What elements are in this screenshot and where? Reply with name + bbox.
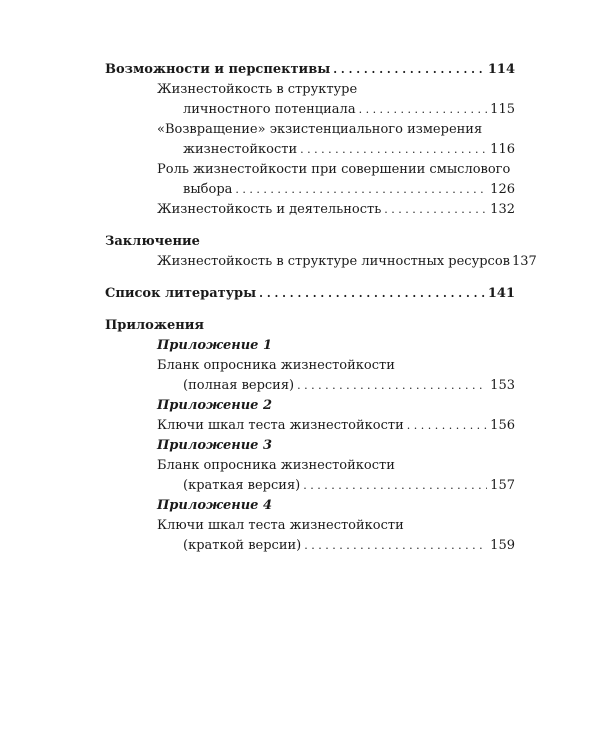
toc-entry-appendix-3[interactable] [105,476,515,496]
spacer [105,304,515,316]
toc-entry-personal-resources[interactable] [105,252,537,272]
entry-title: (краткой версии) [183,538,302,553]
table-of-contents [105,60,537,556]
toc-entry-appendix-2[interactable] [105,416,515,436]
toc-entry-appendix-1[interactable] [105,376,515,396]
toc-entry-meaning-choice[interactable] [105,180,515,200]
spacer [105,220,515,232]
toc-entry-existential-dimension[interactable] [105,140,515,160]
toc-entry-line: Бланк опросника жизнестойкости [157,458,395,473]
toc-section-conclusion[interactable]: Заключение [105,234,200,249]
toc-entry-appendix-4[interactable] [105,536,515,556]
dot-leader [407,416,487,436]
page-number: 115 [490,102,515,117]
entry-title: (краткая версия) [183,478,301,493]
section-title: Возможности и перспективы [105,62,331,77]
section-title: Список литературы [105,286,257,301]
appendix-label: Приложение 3 [157,438,273,453]
page-number: 159 [490,538,515,553]
dot-leader [297,376,487,396]
toc-entry-line: Бланк опросника жизнестойкости [157,358,395,373]
appendix-label: Приложение 1 [157,338,273,353]
page-number: 156 [490,418,515,433]
toc-entry-line: «Возвращение» экзистенциального измерения [157,122,483,137]
dot-leader [235,180,487,200]
toc-section-references[interactable] [105,284,515,304]
appendix-label: Приложение 4 [157,498,273,513]
dot-leader [333,60,485,80]
dot-leader [384,200,487,220]
page-number: 137 [511,254,537,269]
page-number: 114 [487,62,515,77]
appendix-label: Приложение 2 [157,398,273,413]
toc-entry-personal-potential[interactable] [105,100,515,120]
dot-leader [359,100,488,120]
entry-title: (полная версия) [183,378,295,393]
toc-section-possibilities[interactable] [105,60,515,80]
toc-entry-line: Ключи шкал теста жизнестойкости [157,518,404,533]
toc-entry-activity[interactable] [105,200,515,220]
dot-leader [259,284,485,304]
page-number: 132 [490,202,515,217]
page-number: 153 [490,378,515,393]
dot-leader [303,476,487,496]
entry-title: Жизнестойкость и деятельность [157,202,382,217]
toc-entry-line: Роль жизнестойкости при совершении смыслового [157,162,511,177]
entry-title: личностного потенциала [183,102,356,117]
entry-title: выбора [183,182,233,197]
page-number: 116 [490,142,515,157]
toc-entry-line: Жизнестойкость в структуре [157,82,358,97]
entry-title: Жизнестойкость в структуре личностных ресурсов [157,254,510,269]
page-number: 157 [490,478,515,493]
spacer [105,272,515,284]
toc-section-appendices[interactable]: Приложения [105,318,205,333]
entry-title: жизнестойкости [183,142,298,157]
page-number: 126 [490,182,515,197]
dot-leader [300,140,487,160]
entry-title: Ключи шкал теста жизнестойкости [157,418,404,433]
page-number: 141 [487,286,515,301]
dot-leader [304,536,487,556]
